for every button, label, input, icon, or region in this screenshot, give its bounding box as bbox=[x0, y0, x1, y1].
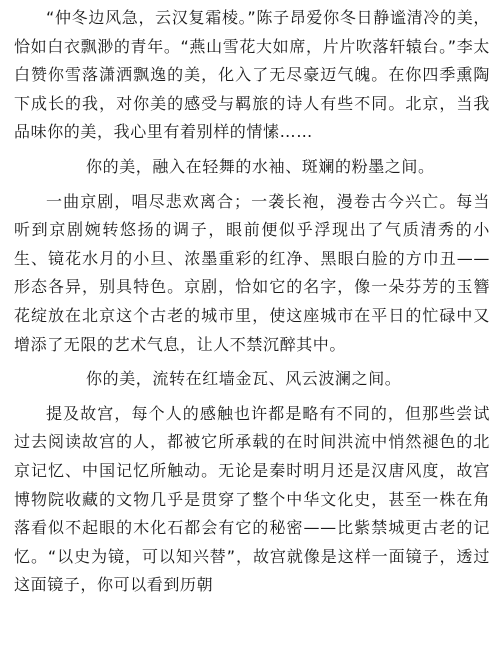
paragraph-opera: 一曲京剧，唱尽悲欢离合；一袭长袍，漫卷古今兴亡。每当听到京剧婉转悠扬的调子，眼前便似乎浮现出了气质清秀的小生、镜花水月的小旦、浓墨重彩的红净、黑眼白脸的方巾丑——形态各异，别具特色。京剧，恰如它的名字，像一朵芬芳的玉簪花绽放在北京这个古老的城市里，使这座城市在平日的忙碌中又增添了无限的艺术气息，让人不禁沉醉其中。 bbox=[14, 191, 490, 354]
section-heading-opera: 你的美，融入在轻舞的水袖、斑斓的粉墨之间。 bbox=[86, 156, 435, 176]
paragraph-palace: 提及故宫，每个人的感触也许都是略有不同的，但那些尝试过去阅读故宫的人，都被它所承载的在时间洪流中悄然褪色的北京记忆、中国记忆所触动。无论是秦时明月还是汉唐风度，故宫博物院收藏的文物几乎是贯穿了整个中华文化史，甚至一株在角落看似不起眼的木化石都会有它的秘密——比紫禁城更古老的记忆。“以史为镜，可以知兴替”，故宫就像是这样一面镜子，透过这面镜子，你可以看到历朝 bbox=[14, 403, 490, 595]
paragraph-intro: “仲冬边风急，云汉复霜棱。”陈子昂爱你冬日静谧清冷的美，恰如白衣飘渺的青年。“燕山雪花大如席，片片吹落轩辕台。”李太白赞你雪落潇洒飘逸的美，化入了无尽豪迈气魄。在你四季熏陶下成长的我，对你美的感受与羁旅的诗人有些不同。北京，当我品味你的美，我心里有着别样的情愫…… bbox=[14, 8, 490, 142]
section-heading-palace: 你的美，流转在红墙金瓦、风云波澜之间。 bbox=[86, 369, 402, 389]
